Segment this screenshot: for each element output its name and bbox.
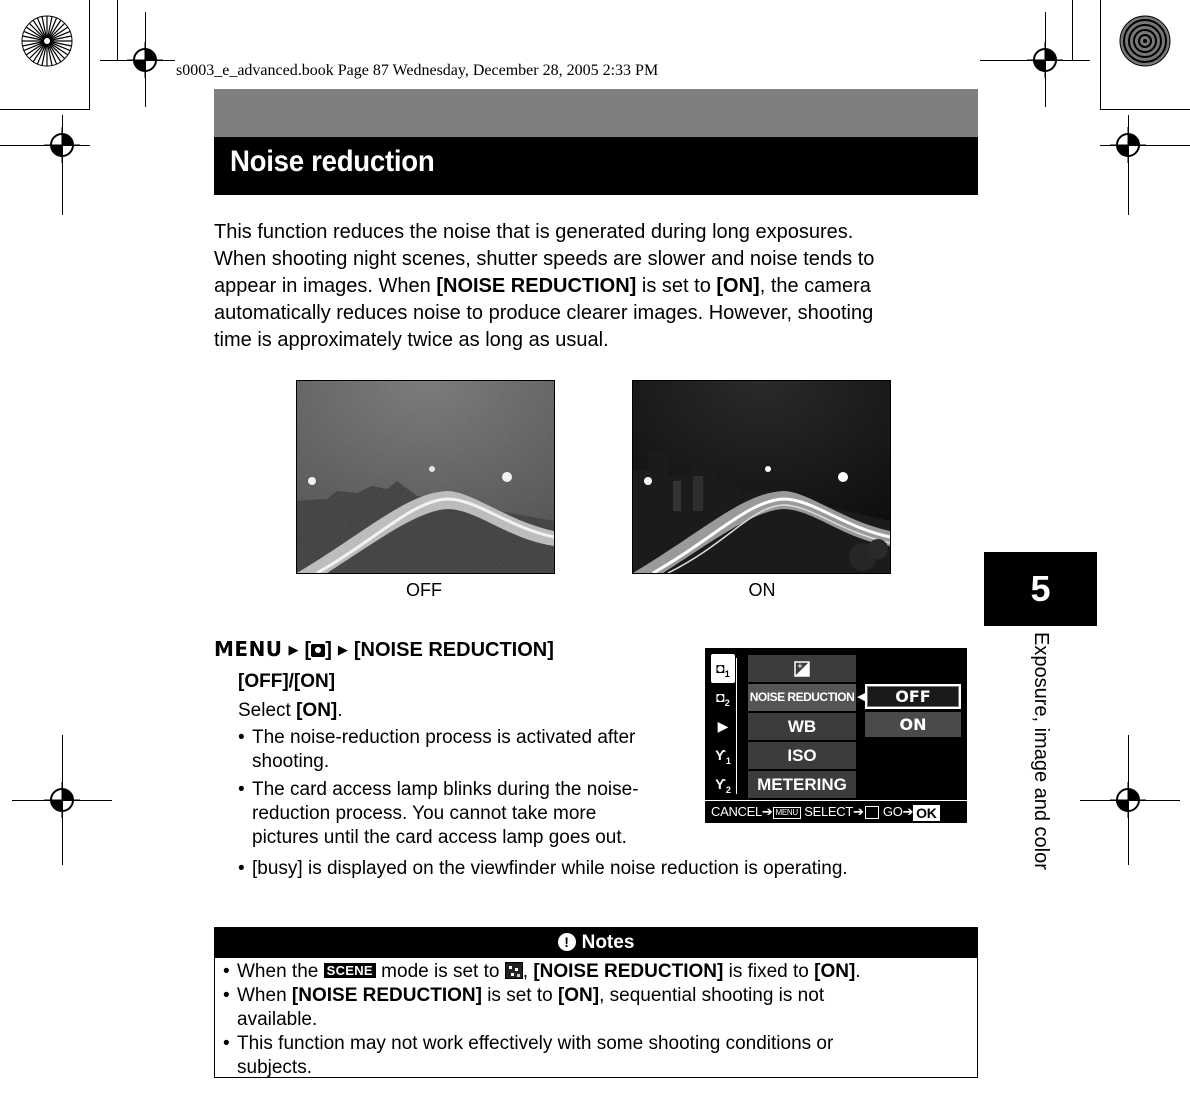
camera-tab-1-icon: $◘_1$ — [711, 654, 735, 683]
crop-line — [1100, 109, 1190, 110]
photo-noise-on — [632, 380, 891, 574]
text-run: is set to — [636, 275, 717, 297]
bullet-line: [busy] is displayed on the viewfinder while noise reduction is operating. — [252, 858, 848, 879]
text-run: appear in images. When — [214, 275, 437, 297]
selection-arrow-icon: ◀ — [857, 691, 866, 703]
arrow-right-icon: ▶ — [288, 642, 299, 657]
bullet-line: shooting. — [252, 751, 330, 772]
text-run: ] — [325, 639, 332, 661]
bullet-dot: • — [238, 727, 245, 748]
menu-item-noise-reduction: NOISE REDUCTION — [748, 684, 856, 711]
menu-target: [NOISE REDUCTION] — [353, 639, 554, 661]
help-select: SELECT➔ — [800, 804, 864, 819]
note-item — [223, 984, 973, 1032]
help-cancel: CANCEL➔ — [711, 804, 773, 819]
value-on: ON — [865, 712, 961, 737]
scene-mode-icon: SCENE — [324, 963, 376, 978]
camera-tab-2-icon: $◘_2$ — [716, 689, 730, 708]
bullet-line: pictures until the card access lamp goes out. — [252, 827, 627, 848]
value-off: OFF — [865, 684, 961, 709]
note-line — [223, 984, 973, 1008]
text-run-bold: [ON] — [296, 700, 338, 721]
chapter-label: Exposure, image and color — [1030, 632, 1052, 870]
lcd-help-bar — [705, 800, 967, 823]
scroll-indicator — [736, 658, 741, 794]
note-item — [223, 1032, 973, 1080]
playback-tab-icon: ▶ — [717, 718, 729, 734]
registration-mark-icon — [1110, 127, 1146, 163]
text-run-bold: [NOISE REDUCTION] — [436, 275, 637, 297]
text-run-bold: [NOISE REDUCTION] — [533, 961, 724, 982]
text-run: . — [337, 700, 343, 721]
intro-line: This function reduces the noise that is generated during long exposures. — [214, 221, 854, 243]
menu-item-wb: WB — [748, 713, 856, 740]
intro-line: automatically reduces noise to produce clearer images. However, shooting — [214, 302, 874, 324]
notes-box — [214, 927, 978, 1078]
menu-item-metering: METERING — [748, 771, 856, 798]
bullet-line: reduction process. You cannot take more — [252, 803, 597, 824]
menu-item-iso: ISO — [748, 742, 856, 769]
bullet-dot: • — [223, 1033, 230, 1054]
bullet-line: The card access lamp blinks during the noise- — [252, 779, 639, 800]
note-line: This function may not work effectively with some shooting conditions or — [237, 1033, 834, 1054]
notes-heading: Notes — [581, 932, 635, 953]
note-line — [223, 960, 973, 984]
menu-key-icon: MENU — [773, 807, 801, 819]
registration-mark-icon — [127, 42, 163, 78]
bullet-item — [238, 778, 688, 850]
exclamation-icon: ! — [558, 933, 576, 951]
text-run-bold: [ON] — [557, 985, 600, 1006]
notes-header — [215, 928, 977, 958]
crop-line — [117, 0, 118, 60]
photo-noise-off — [296, 380, 555, 574]
setup-tab-2-icon: $ϒ_2$ — [715, 776, 731, 795]
text-run: mode is set to — [375, 961, 505, 982]
crop-line — [1100, 0, 1101, 110]
bullet-dot: • — [223, 961, 230, 982]
text-run-bold: [NOISE REDUCTION] — [291, 985, 482, 1006]
photo-caption-off: OFF — [406, 580, 442, 600]
camera-tab-icon — [311, 644, 325, 657]
menu-path — [214, 637, 554, 662]
note-line: available. — [237, 1009, 318, 1030]
text-run-bold: [ON] — [716, 275, 760, 297]
intro-line — [214, 273, 984, 300]
registration-mark-icon — [44, 127, 80, 163]
crop-line — [0, 109, 90, 110]
text-run: , sequential shooting is not — [599, 985, 825, 1006]
text-run: When — [237, 985, 292, 1006]
chapter-tab: 5 — [984, 552, 1097, 626]
text-run: , the camera — [759, 275, 871, 297]
page-title: Noise reduction — [230, 145, 435, 178]
tab-index: 1 — [724, 668, 730, 679]
dpad-icon — [865, 806, 879, 819]
photo-caption-on: ON — [748, 580, 776, 600]
tab-index: 2 — [725, 784, 731, 795]
svg-text:+: + — [797, 662, 803, 670]
text-run: Select — [238, 700, 297, 721]
exposure-comp-icon — [748, 655, 856, 682]
tab-index: 2 — [724, 697, 730, 708]
note-item — [223, 960, 973, 984]
running-header: s0003_e_advanced.book Page 87 Wednesday, December 28, 2005 2:33 PM — [176, 62, 659, 79]
bullet-line: The noise-reduction process is activated after — [252, 727, 636, 748]
menu-items — [748, 655, 856, 800]
concentric-mark-icon — [1118, 14, 1172, 68]
menu-values — [865, 684, 961, 740]
arrow-right-icon: ▶ — [337, 642, 348, 657]
starburst-mark-icon — [20, 14, 74, 68]
option-list: [OFF]/[ON] — [238, 671, 336, 692]
camera-menu-screen — [705, 648, 967, 823]
intro-paragraph — [214, 219, 984, 354]
crop-line — [1072, 0, 1073, 60]
bullet-dot: • — [238, 779, 245, 800]
setup-tab-1-icon: $ϒ_1$ — [715, 747, 731, 766]
text-run-bold: [ON] — [814, 961, 856, 982]
note-line: subjects. — [237, 1057, 312, 1078]
registration-mark-icon — [1110, 782, 1146, 818]
intro-line: time is approximately twice as long as usual. — [214, 329, 609, 351]
registration-mark-icon — [1027, 42, 1063, 78]
night-scene-icon — [505, 962, 523, 979]
text-run: [ — [304, 639, 312, 661]
menu-tab-column — [711, 654, 735, 799]
bullet-item — [238, 857, 958, 881]
tab-index: 1 — [725, 755, 731, 766]
text-run: . — [855, 961, 861, 982]
help-go: GO➔ — [879, 804, 914, 819]
text-run: is set to — [481, 985, 558, 1006]
bullet-item — [238, 726, 688, 774]
title-band-upper — [214, 89, 978, 137]
ok-key-icon: OK — [913, 805, 939, 821]
intro-line: When shooting night scenes, shutter speeds are slower and noise tends to — [214, 248, 875, 270]
text-run: When the — [237, 961, 324, 982]
registration-mark-icon — [44, 782, 80, 818]
crop-line — [89, 0, 90, 110]
bullet-dot: • — [223, 985, 230, 1006]
bullet-dot: • — [238, 858, 245, 879]
menu-keyword: MENU — [214, 637, 283, 661]
text-run: is fixed to — [723, 961, 815, 982]
select-instruction — [238, 700, 343, 722]
text-run: , — [522, 961, 534, 982]
